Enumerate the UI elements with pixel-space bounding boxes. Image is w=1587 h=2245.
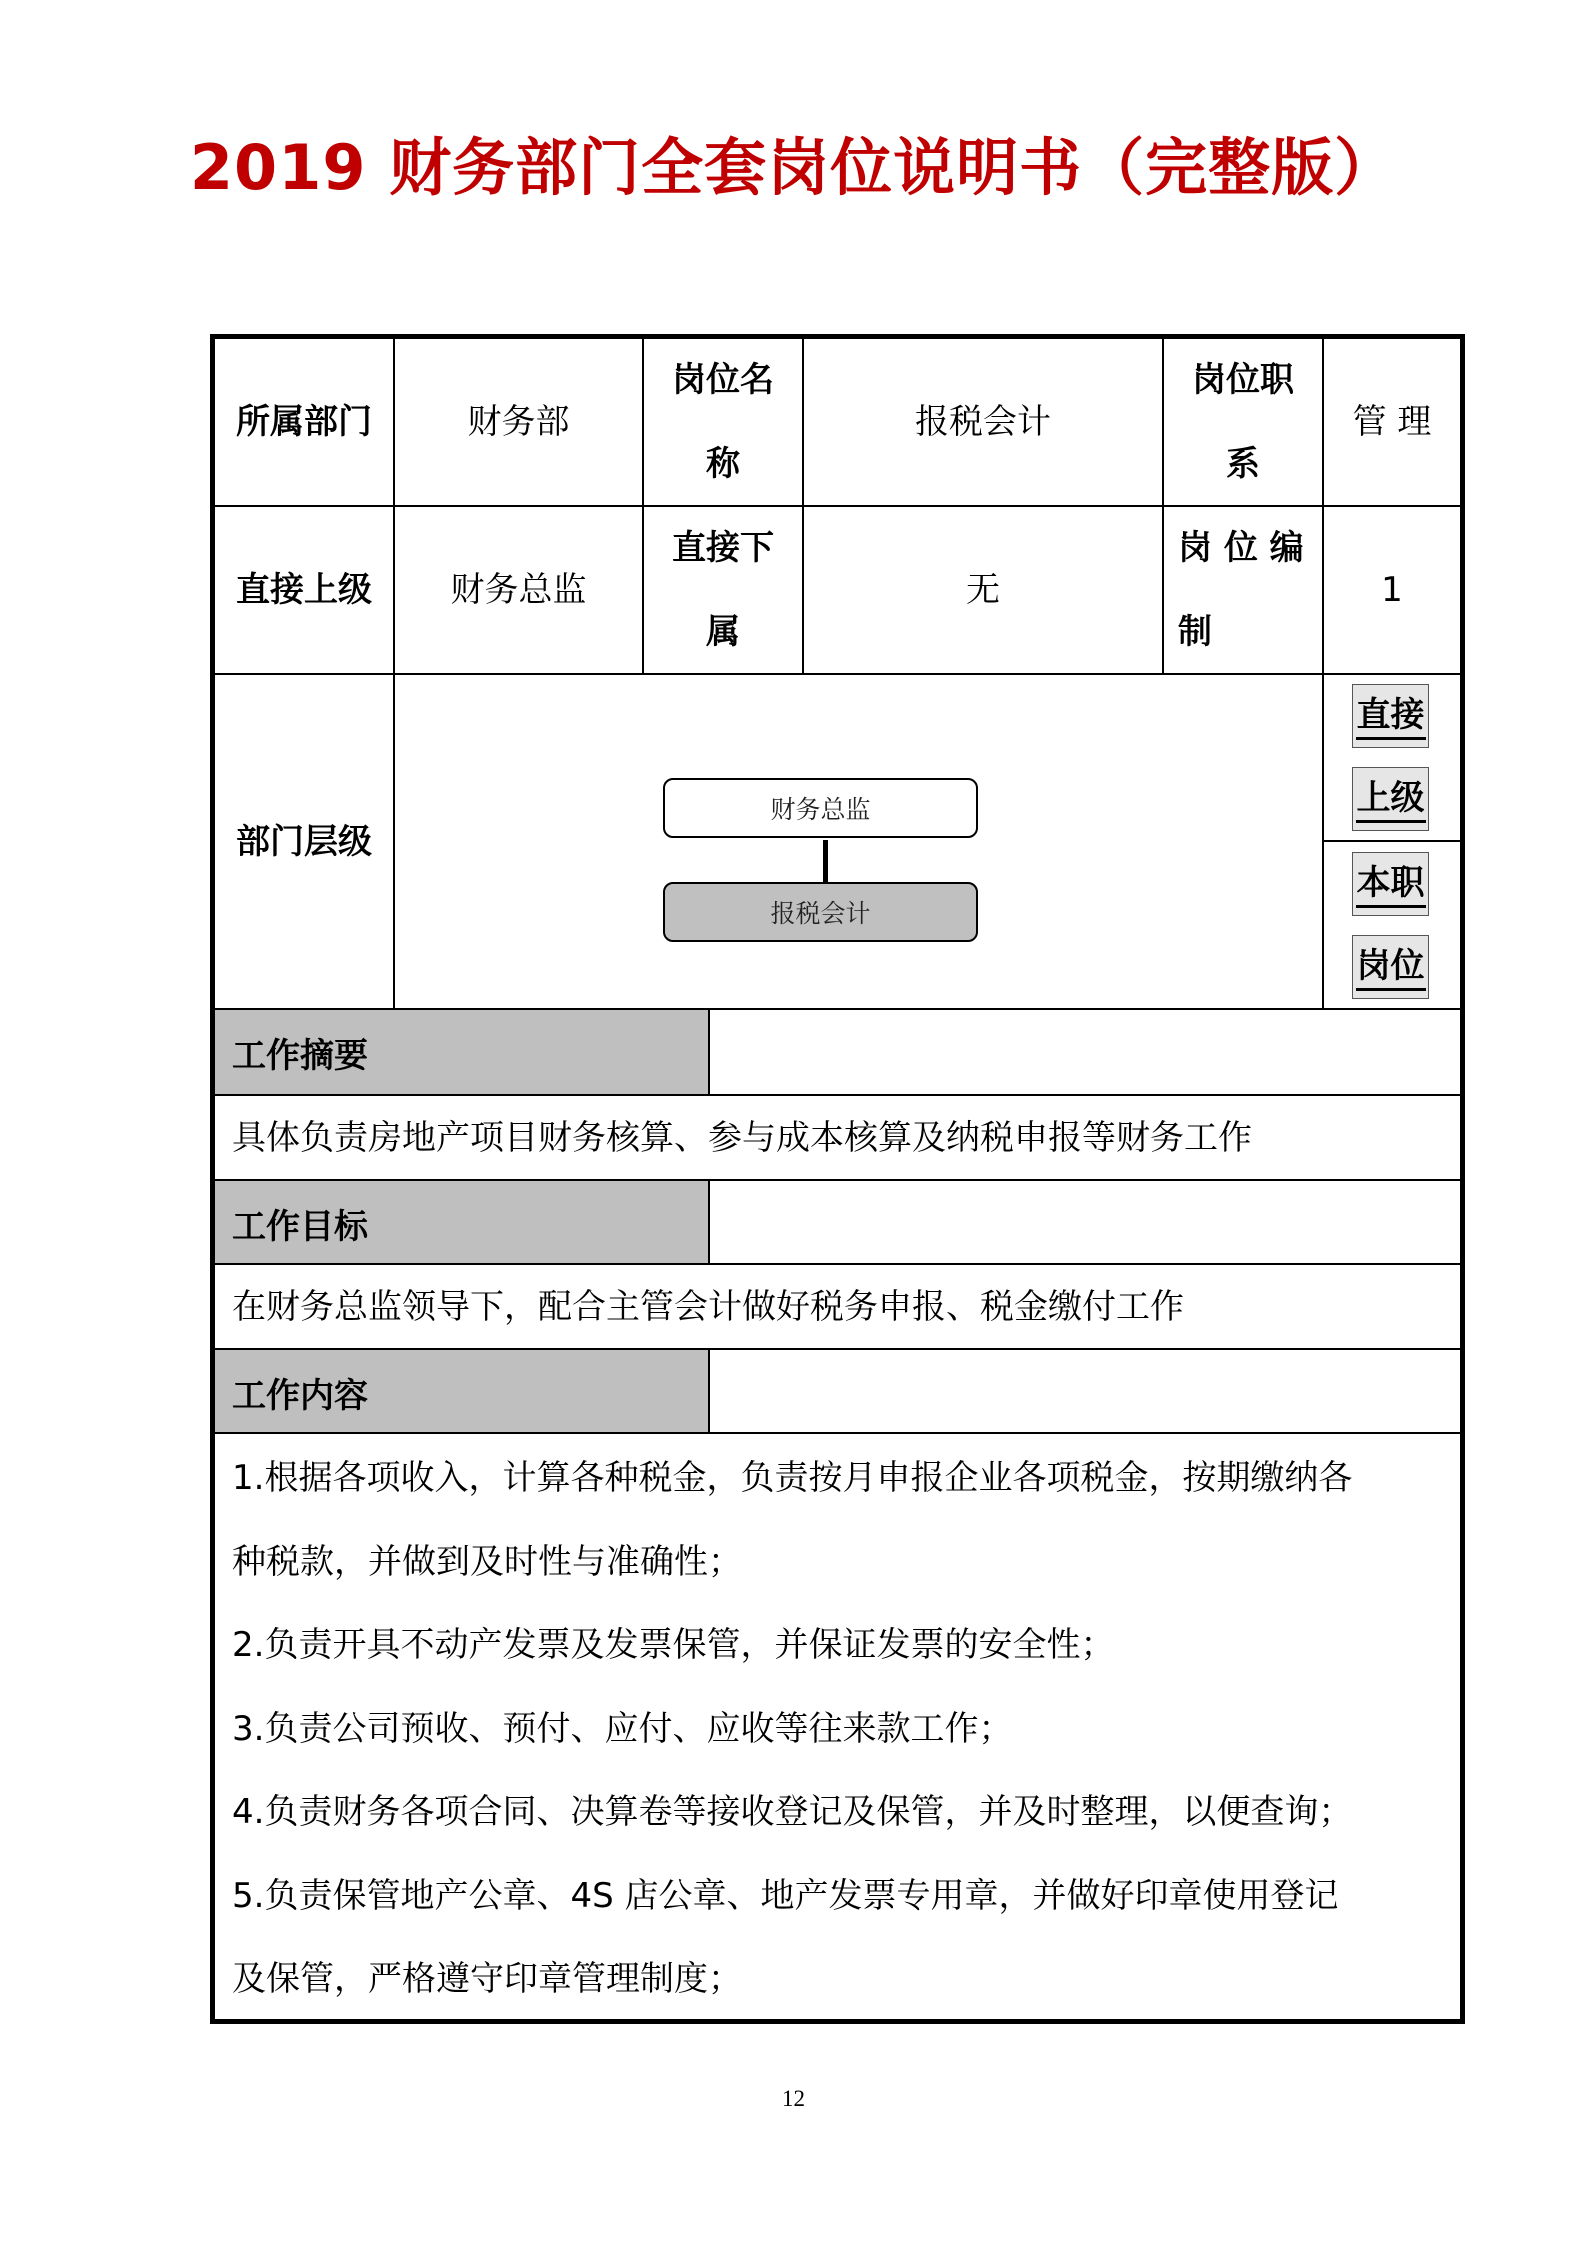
position-rank-label-line1: 岗位职 [1192,360,1294,400]
position-name-label-line2: 称 [706,444,740,484]
content-heading: 工作内容 [215,1350,708,1434]
document-title: 2019 财务部门全套岗位说明书（完整版） [189,131,1398,204]
content-line: 4.负责财务各项合同、决算卷等接收登记及保管，并及时整理，以便查询； [232,1792,1353,1832]
org-node-current: 报税会计 [663,882,978,942]
subordinate-value: 无 [966,570,1000,610]
subordinate-label [644,507,802,673]
content-line: 种税款，并做到及时性与准确性； [232,1541,742,1582]
position-name-value: 报税会计 [915,402,1051,442]
row-divider [215,673,1460,675]
legend-current-line2: 岗位 [1352,935,1429,999]
headcount-label-line2: 制 [1178,612,1212,652]
content-line: 5.负责保管地产公章、4S 店公章、地产发票专用章，并做好印章使用登记 [232,1875,1339,1916]
position-rank-label-line2: 系 [1226,444,1260,484]
job-description-table [210,334,1465,2024]
goal-heading: 工作目标 [215,1181,708,1265]
headcount-label [1164,507,1322,673]
content-line: 3.负责公司预收、预付、应付、应收等往来款工作； [232,1708,1013,1749]
org-node-superior: 财务总监 [663,778,978,838]
content-line: 1.根据各项收入，计算各种税金，负责按月申报企业各项税金，按期缴纳各 [232,1458,1353,1498]
content-line: 及保管，严格遵守印章管理制度； [232,1959,742,1999]
summary-text: 具体负责房地产项目财务核算、参与成本核算及纳税申报等财务工作 [232,1118,1252,1158]
position-name-label-line1: 岗位名 [672,360,774,400]
row-divider [215,1432,1460,1434]
dept-label: 所属部门 [236,402,372,442]
page-number: 12 [782,2086,805,2111]
headcount-value: 1 [1381,570,1403,610]
goal-text: 在财务总监领导下，配合主管会计做好税务申报、税金缴付工作 [232,1287,1184,1327]
legend-current-line1: 本职 [1352,852,1429,916]
position-name-label [644,339,802,505]
col-divider [708,1350,710,1432]
legend-superior-line2: 上级 [1352,767,1429,831]
org-connector [823,840,828,882]
legend-superior-line1: 直接 [1352,684,1429,748]
position-rank-label [1164,339,1322,505]
content-line: 2.负责开具不动产发票及发票保管，并保证发票的安全性； [232,1625,1115,1665]
headcount-label-line1: 岗 位 编 [1178,528,1304,568]
content-list [232,1437,1454,2022]
col-divider [708,1010,710,1094]
subordinate-label-line2: 属 [706,612,740,652]
dept-value: 财务部 [467,402,570,442]
col-divider [708,1181,710,1263]
subordinate-label-line1: 直接下 [672,528,774,568]
summary-heading: 工作摘要 [215,1010,708,1094]
superior-value: 财务总监 [450,570,587,610]
legend-divider [1322,840,1460,842]
hierarchy-label: 部门层级 [236,821,372,862]
superior-label: 直接上级 [236,570,372,610]
position-rank-value: 管 理 [1352,402,1432,442]
